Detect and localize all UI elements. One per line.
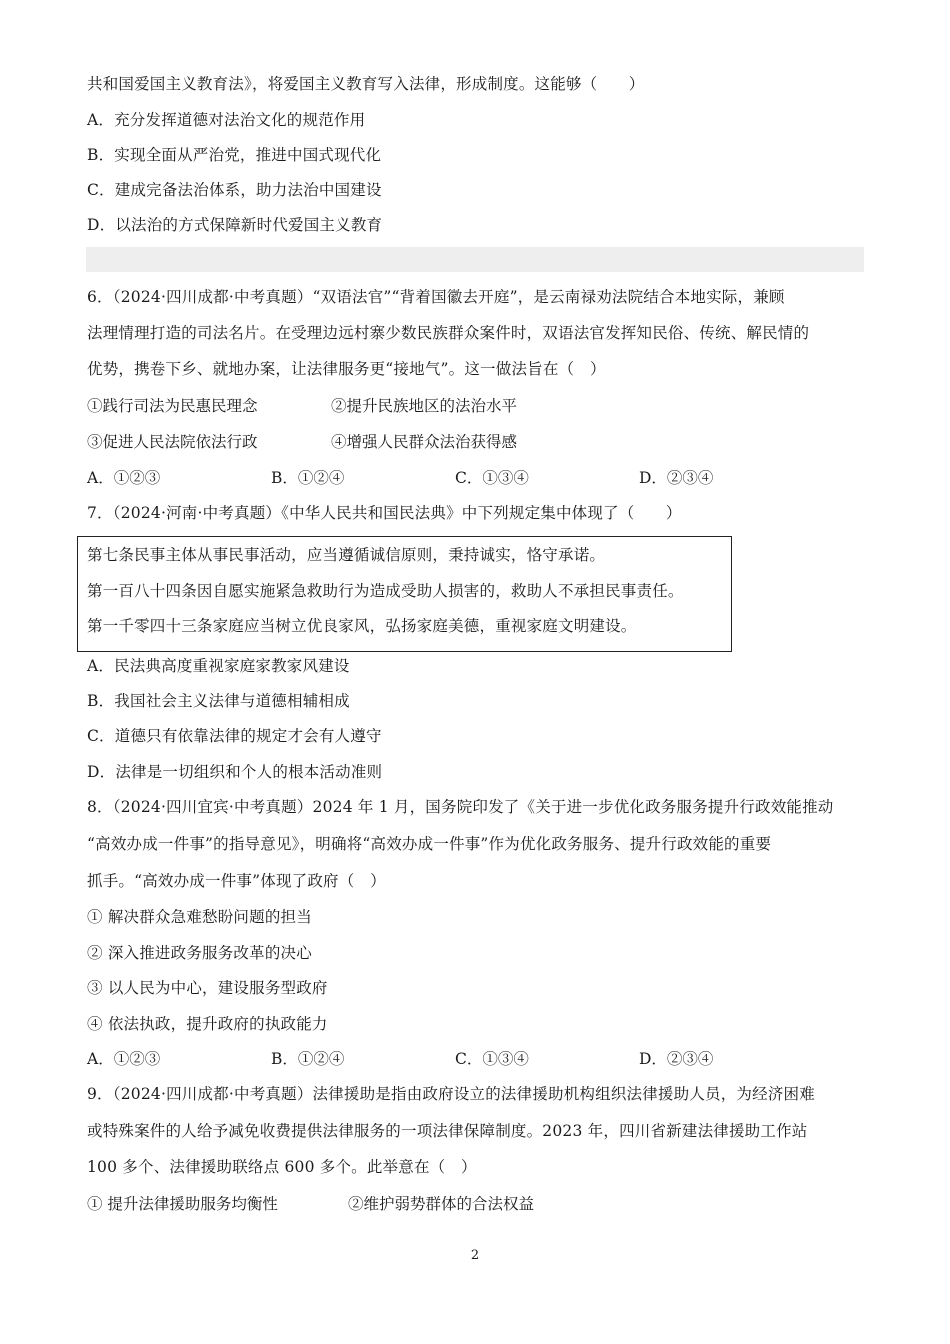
q6-stem-line-2: 法理情理打造的司法名片。在受理边远村寨少数民族群众案件时，双语法官发挥知民俗、传统、解民情的 [87, 324, 810, 342]
q5-option-b: B．实现全面从严治党，推进中国式现代化 [87, 146, 382, 164]
q7-stem: 7．（2024·河南·中考真题）《中华人民共和国民法典》中下列规定集中体现了（ ） [87, 504, 682, 522]
q5-stem-tail: 共和国爱国主义教育法》，将爱国主义教育写入法律，形成制度。这能够（ ） [87, 75, 645, 93]
q5-option-d: D．以法治的方式保障新时代爱国主义教育 [87, 216, 383, 234]
q5-option-c: C．建成完备法治体系，助力法治中国建设 [87, 181, 382, 199]
q8-item-1: ① 解决群众急难愁盼问题的担当 [87, 908, 312, 926]
q9-item-1: ① 提升法律援助服务均衡性 [87, 1195, 278, 1213]
q7-article-184: 第一百八十四条因自愿实施紧急救助行为造成受助人损害的，救助人不承担民事责任。 [87, 582, 684, 600]
q6-choice-d: D．②③④ [639, 469, 714, 487]
q9-stem-line-2: 或特殊案件的人给予减免收费提供法律服务的一项法律保障制度。2023 年，四川省新建法律援助工作站 [87, 1122, 808, 1140]
separator-band [86, 247, 864, 272]
q6-item-4: ④增强人民群众法治获得感 [331, 433, 518, 451]
q8-stem-line-1: 8．（2024·四川宜宾·中考真题）2024 年 1 月，国务院印发了《关于进一步优化政务服务提升行政效能推动 [87, 798, 834, 816]
q6-stem-line-3: 优势，携卷下乡、就地办案，让法律服务更“接地气”。这一做法旨在（ ） [87, 360, 606, 378]
q6-item-2: ②提升民族地区的法治水平 [331, 397, 518, 415]
q7-option-d: D．法律是一切组织和个人的根本活动准则 [87, 763, 383, 781]
q6-item-1: ①践行司法为民惠民理念 [87, 397, 258, 415]
q6-choice-c: C．①③④ [455, 469, 529, 487]
page-number: 2 [470, 1248, 480, 1263]
q8-choice-d: D．②③④ [639, 1050, 714, 1068]
q8-item-4: ④ 依法执政，提升政府的执政能力 [87, 1015, 328, 1033]
q8-choice-c: C．①③④ [455, 1050, 529, 1068]
q9-stem-line-3: 100 多个、法律援助联络点 600 多个。此举意在（ ） [87, 1158, 477, 1176]
q5-option-a: A．充分发挥道德对法治文化的规范作用 [87, 111, 366, 129]
q8-item-2: ② 深入推进政务服务改革的决心 [87, 944, 312, 962]
q7-article-7: 第七条民事主体从事民事活动，应当遵循诚信原则，秉持诚实，恪守承诺。 [87, 546, 606, 564]
q9-stem-line-1: 9．（2024·四川成都·中考真题）法律援助是指由政府设立的法律援助机构组织法律援助人员，为经济困难 [87, 1085, 815, 1103]
q7-option-a: A．民法典高度重视家庭家教家风建设 [87, 657, 350, 675]
q6-stem-line-1: 6．（2024·四川成都·中考真题）“双语法官”“背着国徽去开庭”，是云南禄劝法院结合本地实际，兼顾 [87, 288, 785, 306]
q8-choice-b: B．①②④ [271, 1050, 345, 1068]
q8-item-3: ③ 以人民为中心，建设服务型政府 [87, 979, 328, 997]
q7-option-c: C．道德只有依靠法律的规定才会有人遵守 [87, 727, 382, 745]
q8-stem-line-3: 抓手。“高效办成一件事”体现了政府（ ） [87, 872, 386, 890]
q7-option-b: B．我国社会主义法律与道德相辅相成 [87, 692, 350, 710]
q6-choice-a: A．①②③ [87, 469, 161, 487]
q8-stem-line-2: “高效办成一件事”的指导意见》，明确将“高效办成一件事”作为优化政务服务、提升行政效能的重要 [87, 835, 772, 853]
q7-article-1043: 第一千零四十三条家庭应当树立优良家风，弘扬家庭美德，重视家庭文明建设。 [87, 617, 637, 635]
q6-choice-b: B．①②④ [271, 469, 345, 487]
q8-choice-a: A．①②③ [87, 1050, 161, 1068]
q6-item-3: ③促进人民法院依法行政 [87, 433, 258, 451]
q9-item-2: ②维护弱势群体的合法权益 [348, 1195, 535, 1213]
